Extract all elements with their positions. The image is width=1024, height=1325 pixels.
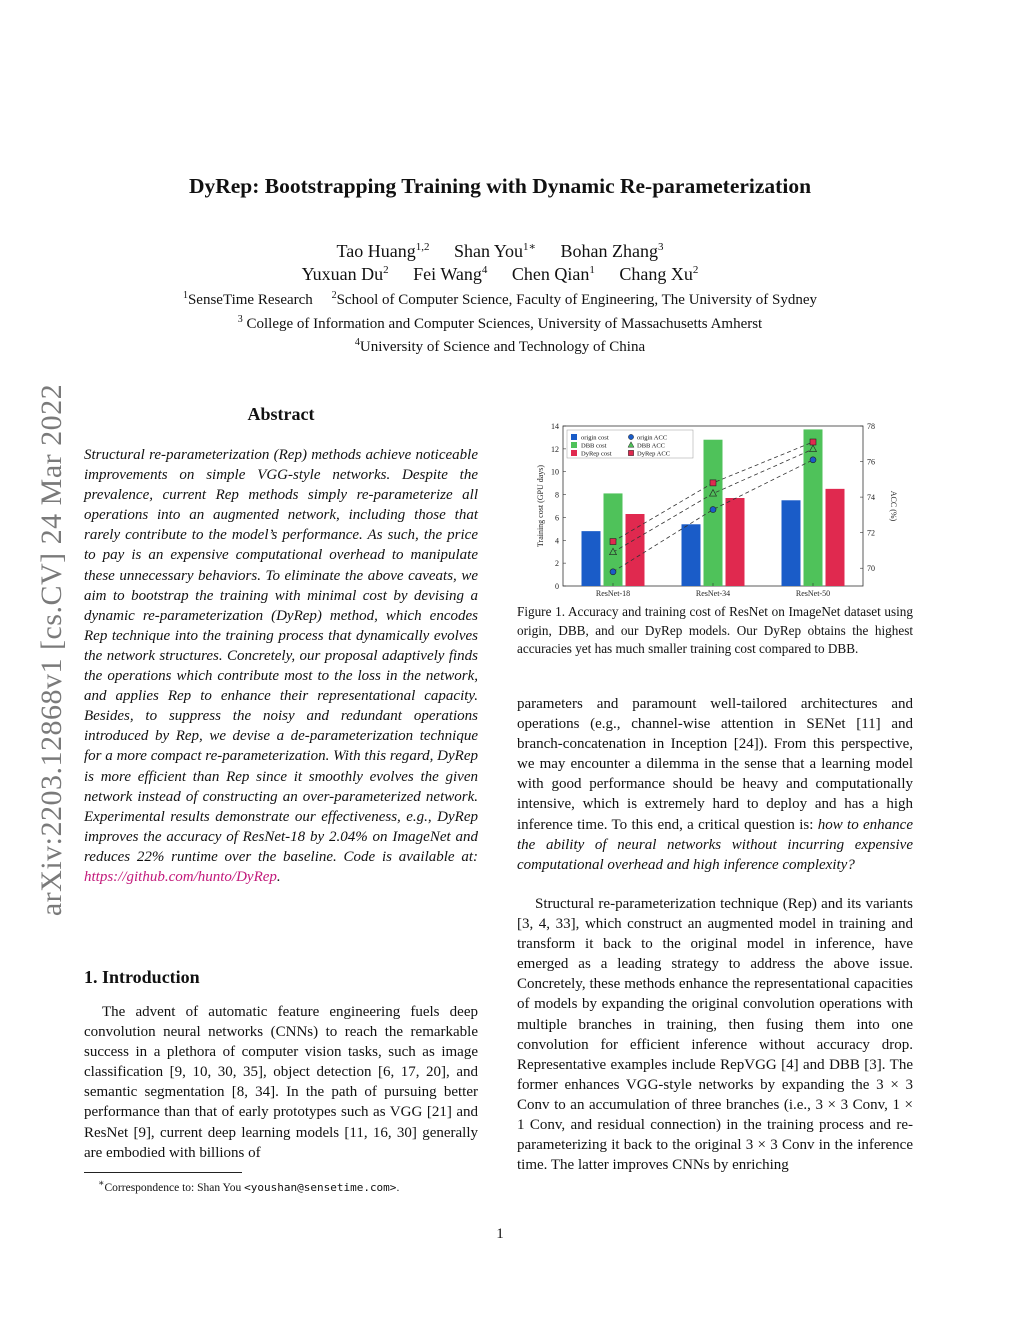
y2-tick-label: 70 [867,564,875,574]
authors-line-2 [0,264,1000,285]
figure-caption: Figure 1. Accuracy and training cost of ResNet on ImageNet dataset using origin, DBB, and our DyRep models. Our DyRep obtains the highest accuracies yet has much smaller training cost compared to DBB. [517,604,913,657]
legend-label: origin cost [581,434,609,442]
code-link[interactable]: https://github.com/hunto/DyRep [84,868,277,885]
bar-dyrep-cost [626,514,645,586]
y2-tick-label: 72 [867,528,875,538]
legend-swatch [571,450,577,456]
y-axis-label: Training cost (GPU days) [536,464,545,548]
legend-label: DBB cost [581,442,607,450]
acc-point-origin-acc [810,457,816,463]
y-tick-label: 8 [555,490,559,500]
y2-axis-label: ACC (%) [889,490,898,522]
legend-label: DyRep cost [581,450,612,458]
page-number: 1 [496,1226,504,1242]
author: Yuxuan Du$^2$ [301,264,389,284]
legend-swatch [571,442,577,448]
bar-origin-cost [682,524,701,586]
bar-dyrep-cost [826,489,845,586]
acc-point-origin-acc [710,507,716,513]
bar-dyrep-cost [726,498,745,586]
y-tick-label: 6 [555,513,559,523]
acc-point-origin-acc [610,569,616,575]
y-tick-label: 14 [551,422,559,431]
footnote: ∗Correspondence to: Shan You <youshan@sensetime.com>. [98,1178,400,1194]
chart-legend [567,430,693,458]
y2-tick-label: 74 [867,493,875,503]
legend-label: DyRep ACC [637,450,671,458]
right-paragraph-2: Structural re-parameterization technique (Rep) and its variants [3, 4, 33], which construct an augmented model in training and transform it back to the original model in inference, have emerged as a leading strategy to address the above issue. Concretely, these methods enhance the representational capacities of models by expanding the original convolution operations with multiple branches in training, then fusing them into one convolution for efficient inference without accuracy drop. Representative examples include RepVGG [4] and DBB [3]. The former enhances VGG-style networks by expanding the 3 × 3 Conv to an accumulation of three branches (i.e., 3 × 3 Conv, 1 × 1 Conv, and residual connection) in the training process and re-parameterizing it back to the original 3 × 3 Conv in the inference time. The latter improves CNNs by enriching [517,896,913,1174]
x-tick-label: ResNet-18 [595,589,631,598]
y2-tick-label: 78 [867,422,875,431]
author: Chang Xu$^2$ [619,264,699,284]
y-tick-label: 4 [555,536,559,546]
legend-marker [628,450,633,455]
y-tick-label: 2 [555,559,559,569]
y-tick-label: 12 [551,444,559,454]
acc-point-dyrep-acc [710,480,716,486]
abstract-body: Structural re-parameterization (Rep) methods achieve noticeable improvements on simple VGG-style networks. Despite the prevalence, current Rep methods simply re-parameterize all operations into an augmented network, including those that rarely contribute to the model’s performance. As such, the price to pay is an expensive computational overhead to manipulate these unnecessary behaviors. To eliminate the above caveats, we aim to bootstrap the training with minimal cost by devising a dynamic re-parameterization (DyRep) method, which encodes Rep technique into the training process that dynamically evolves the network structures. Concretely, our proposal adaptively finds the operations which contribute most to the loss in the network, and applies Rep to enhance their representational capacity. Besides, to suppress the noisy and redundant operations introduced by Rep, we devise a de-parameterization technique for a more compact re-parameterization. With this regard, DyRep is more efficient than Rep since it smoothly evolves the given network instead of constructing an over-parameterized network. Experimental results demonstrate our effectiveness, e.g., DyRep improves the accuracy of ResNet-18 by 2.04% on ImageNet and reduces 22% runtime over the baseline. Code is available at: https://github.com/hunto/DyRep. [84,447,478,885]
acc-point-dyrep-acc [810,439,816,445]
figure-1 [527,418,907,603]
legend-swatch [571,434,577,440]
legend-label: DBB ACC [637,442,665,450]
y-tick-label: 10 [551,467,559,477]
acc-point-dyrep-acc [610,539,616,545]
author: Fei Wang$^4$ [413,264,488,284]
legend-label: origin ACC [637,434,668,442]
authors-line-1 [0,240,1000,262]
affiliation-line-1: $^1$SenseTime Research $^2$School of Computer Science, Faculty of Engineering, The University of Sydney [182,290,818,308]
bar-dbb-cost [704,440,723,586]
affiliation-line-2: $^3$ College of Information and Computer Sciences, University of Massachusetts Amherst [237,314,763,332]
affiliation-line-3: $^4$University of Science and Technology of China [354,337,646,355]
footnote-rule [84,1172,242,1173]
introduction-heading: 1. Introduction [84,967,200,987]
bar-origin-cost [582,531,601,586]
bar-dbb-cost [804,429,823,586]
paper-title: DyRep: Bootstrapping Training with Dynamic Re-parameterization [188,174,812,198]
right-paragraph-1: parameters and paramount well-tailored architectures and operations (e.g., channel-wise attention in SENet [11] and branch-concatenation in Inception [24]). From this perspective, we may encounter a dilemma in the sense that a learning model with good performance should be heavy and computationally intensive, which is extremely hard to deploy and has a high inference time. To this end, a critical question is: how to enhance the ability of neural networks without incurring expensive computational overhead and high inference complexity? [517,696,914,873]
bar-origin-cost [782,500,801,586]
abstract-heading: Abstract [247,404,315,424]
legend-marker [628,434,633,439]
y2-tick-label: 76 [867,457,875,467]
y-tick-label: 0 [555,582,559,591]
author: Shan You$^{1∗}$ [453,241,536,261]
author: Tao Huang$^{1,2}$ [336,241,430,261]
x-tick-label: ResNet-50 [795,589,831,598]
arxiv-sidebar: arXiv:2203.12868v1 [cs.CV] 24 Mar 2022 [35,383,68,917]
x-tick-label: ResNet-34 [695,589,731,598]
intro-paragraph: The advent of automatic feature engineering fuels deep convolution neural networks (CNNs) to reach the remarkable success in a plethora of computer vision tasks, such as image classification [9, 10, 30, 35], object detection [6, 17, 20], and semantic segmentation [8, 34]. In the path of pursuing better performance than that of early prototypes such as VGG [21] and ResNet [9], current deep learning models [11, 16, 30] generally are embodied with billions of [84,1004,478,1161]
author: Bohan Zhang$^3$ [560,241,664,261]
author: Chen Qian$^1$ [511,264,595,284]
accuracy-cost-chart [527,418,907,598]
